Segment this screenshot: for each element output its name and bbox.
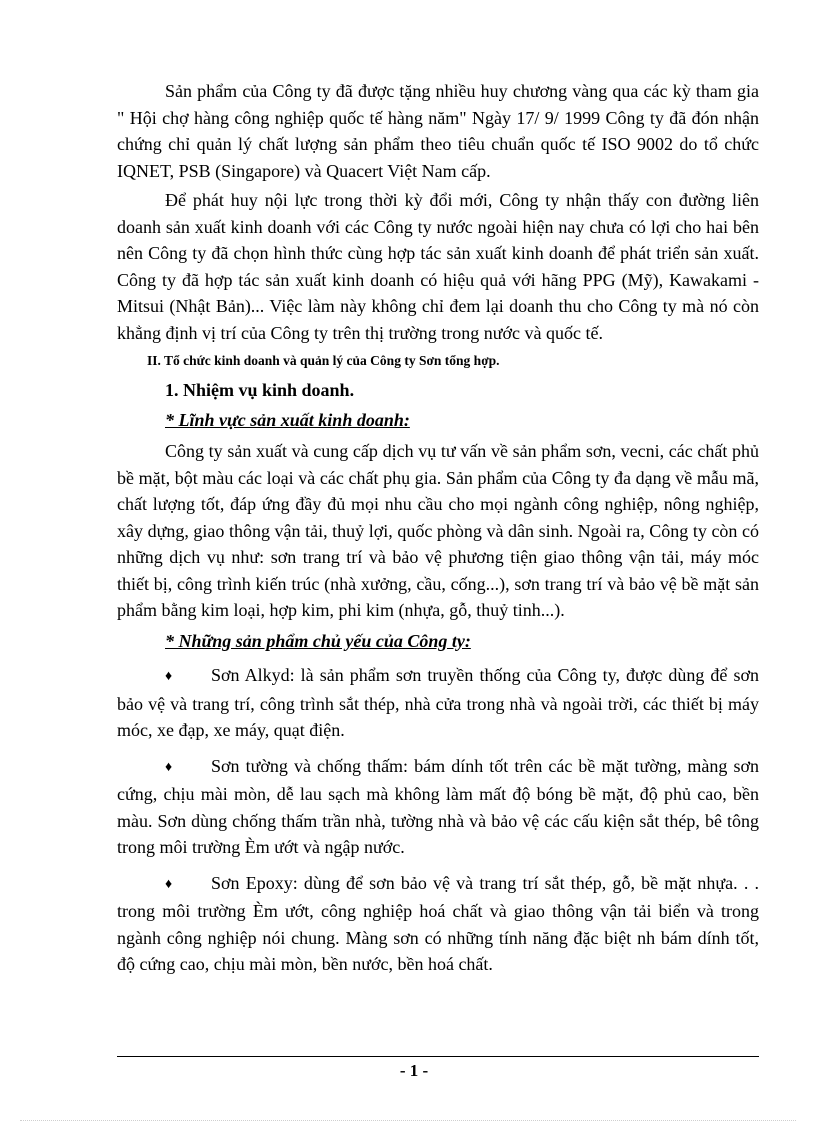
product-text: Sơn Epoxy: dùng để sơn bảo vệ và trang trí sắt thép, gỗ, bề mặt nhựa. . . trong môi trường Èm ướt, công nghiệp hoá chất và giao thông vận tải biển và trong ngành công nghiệp nói chung. Màng sơn có những tính năng đặc biệt nh bám dính tốt, độ cứng cao, chịu mài mòn, bền nước, bền hoá chất. (117, 872, 759, 974)
document-page (117, 78, 759, 987)
page-bottom-border (20, 1120, 796, 1121)
footer-divider (117, 1056, 759, 1057)
paragraph-cooperation: Để phát huy nội lực trong thời kỳ đổi mới, Công ty nhận thấy con đường liên doanh sản xuất kinh doanh với các Công ty nước ngoài hiện nay chưa có lợi cho hai bên nên Công ty đã chọn hình thức cùng hợp tác sản xuất kinh doanh để phát triển sản xuất. Công ty đã hợp tác sản xuất kinh doanh có hiệu quả với hãng PPG (Mỹ), Kawakami - Mitsui (Nhật Bản)... Việc làm này không chỉ đem lại doanh thu cho Công ty mà nó còn khẳng định vị trí của Công ty trên thị trường trong nước và quốc tế. (117, 190, 759, 343)
product-item-wall-paint (117, 753, 759, 861)
business-field-heading: * Lĩnh vực sản xuất kinh doanh: (165, 409, 410, 430)
diamond-bullet-icon: ♦ (165, 876, 173, 892)
product-text: Sơn tường và chống thấm: bám dính tốt trên các bề mặt tường, màng sơn cứng, chịu mài mòn, dễ lau sạch mà không làm mất độ bóng bề mặt, độ phủ cao, bền màu. Sơn dùng chống thấm trần nhà, tường nhà và bảo vệ các cấu kiện sắt thép, bê tông trong môi trường Èm ướt và ngập nước. (117, 755, 759, 857)
paragraph-awards: Sản phẩm của Công ty đã được tặng nhiều huy chương vàng qua các kỳ tham gia " Hội chợ hàng công nghiệp quốc tế hàng năm" Ngày 17/ 9/ 1999 Công ty đã đón nhận chứng chỉ quản lý chất lượng sản phẩm theo tiêu chuẩn quốc tế ISO 9002 do tổ chức IQNET, PSB (Singapore) và Quacert Việt Nam cấp. (117, 81, 759, 181)
section-heading: II. Tổ chức kinh doanh và quản lý của Công ty Sơn tổng hợp. (147, 353, 500, 368)
product-text: Sơn Alkyd: là sản phẩm sơn truyền thống của Công ty, được dùng để sơn bảo vệ và trang trí, công trình sắt thép, nhà cửa trong nhà và ngoài trời, các thiết bị máy móc, xe đạp, xe máy, quạt điện. (117, 665, 759, 740)
subheading-business-tasks: 1. Nhiệm vụ kinh doanh. (165, 380, 355, 400)
product-item-epoxy (117, 870, 759, 978)
diamond-bullet-icon: ♦ (165, 669, 173, 684)
page-number: - 1 - (399, 1061, 429, 1080)
business-field-paragraph: Công ty sản xuất và cung cấp dịch vụ tư vấn về sản phẩm sơn, vecni, các chất phủ bề mặt, bột màu các loại và các chất phụ gia. Sản phẩm của Công ty đa dạng về mẫu mã, chất lượng tốt, đáp ứng đầy đủ mọi nhu cầu cho mọi ngành công nghiệp, nông nghiệp, xây dựng, giao thông vận tải, thuỷ lợi, quốc phòng và dân sinh. Ngoài ra, Công ty còn có những dịch vụ như: sơn trang trí và bảo vệ phương tiện giao thông vận tải, máy móc thiết bị, công trình kiến trúc (nhà xưởng, cầu, cống...), sơn trang trí và bảo vệ bề mặt sản phẩm bằng kim loại, hợp kim, phi kim (nhựa, gỗ, thuỷ tinh...). (117, 441, 759, 620)
main-products-heading: * Những sản phẩm chủ yếu của Công ty: (165, 630, 471, 651)
diamond-bullet-icon: ♦ (165, 759, 173, 775)
product-item-alkyd (117, 662, 759, 744)
